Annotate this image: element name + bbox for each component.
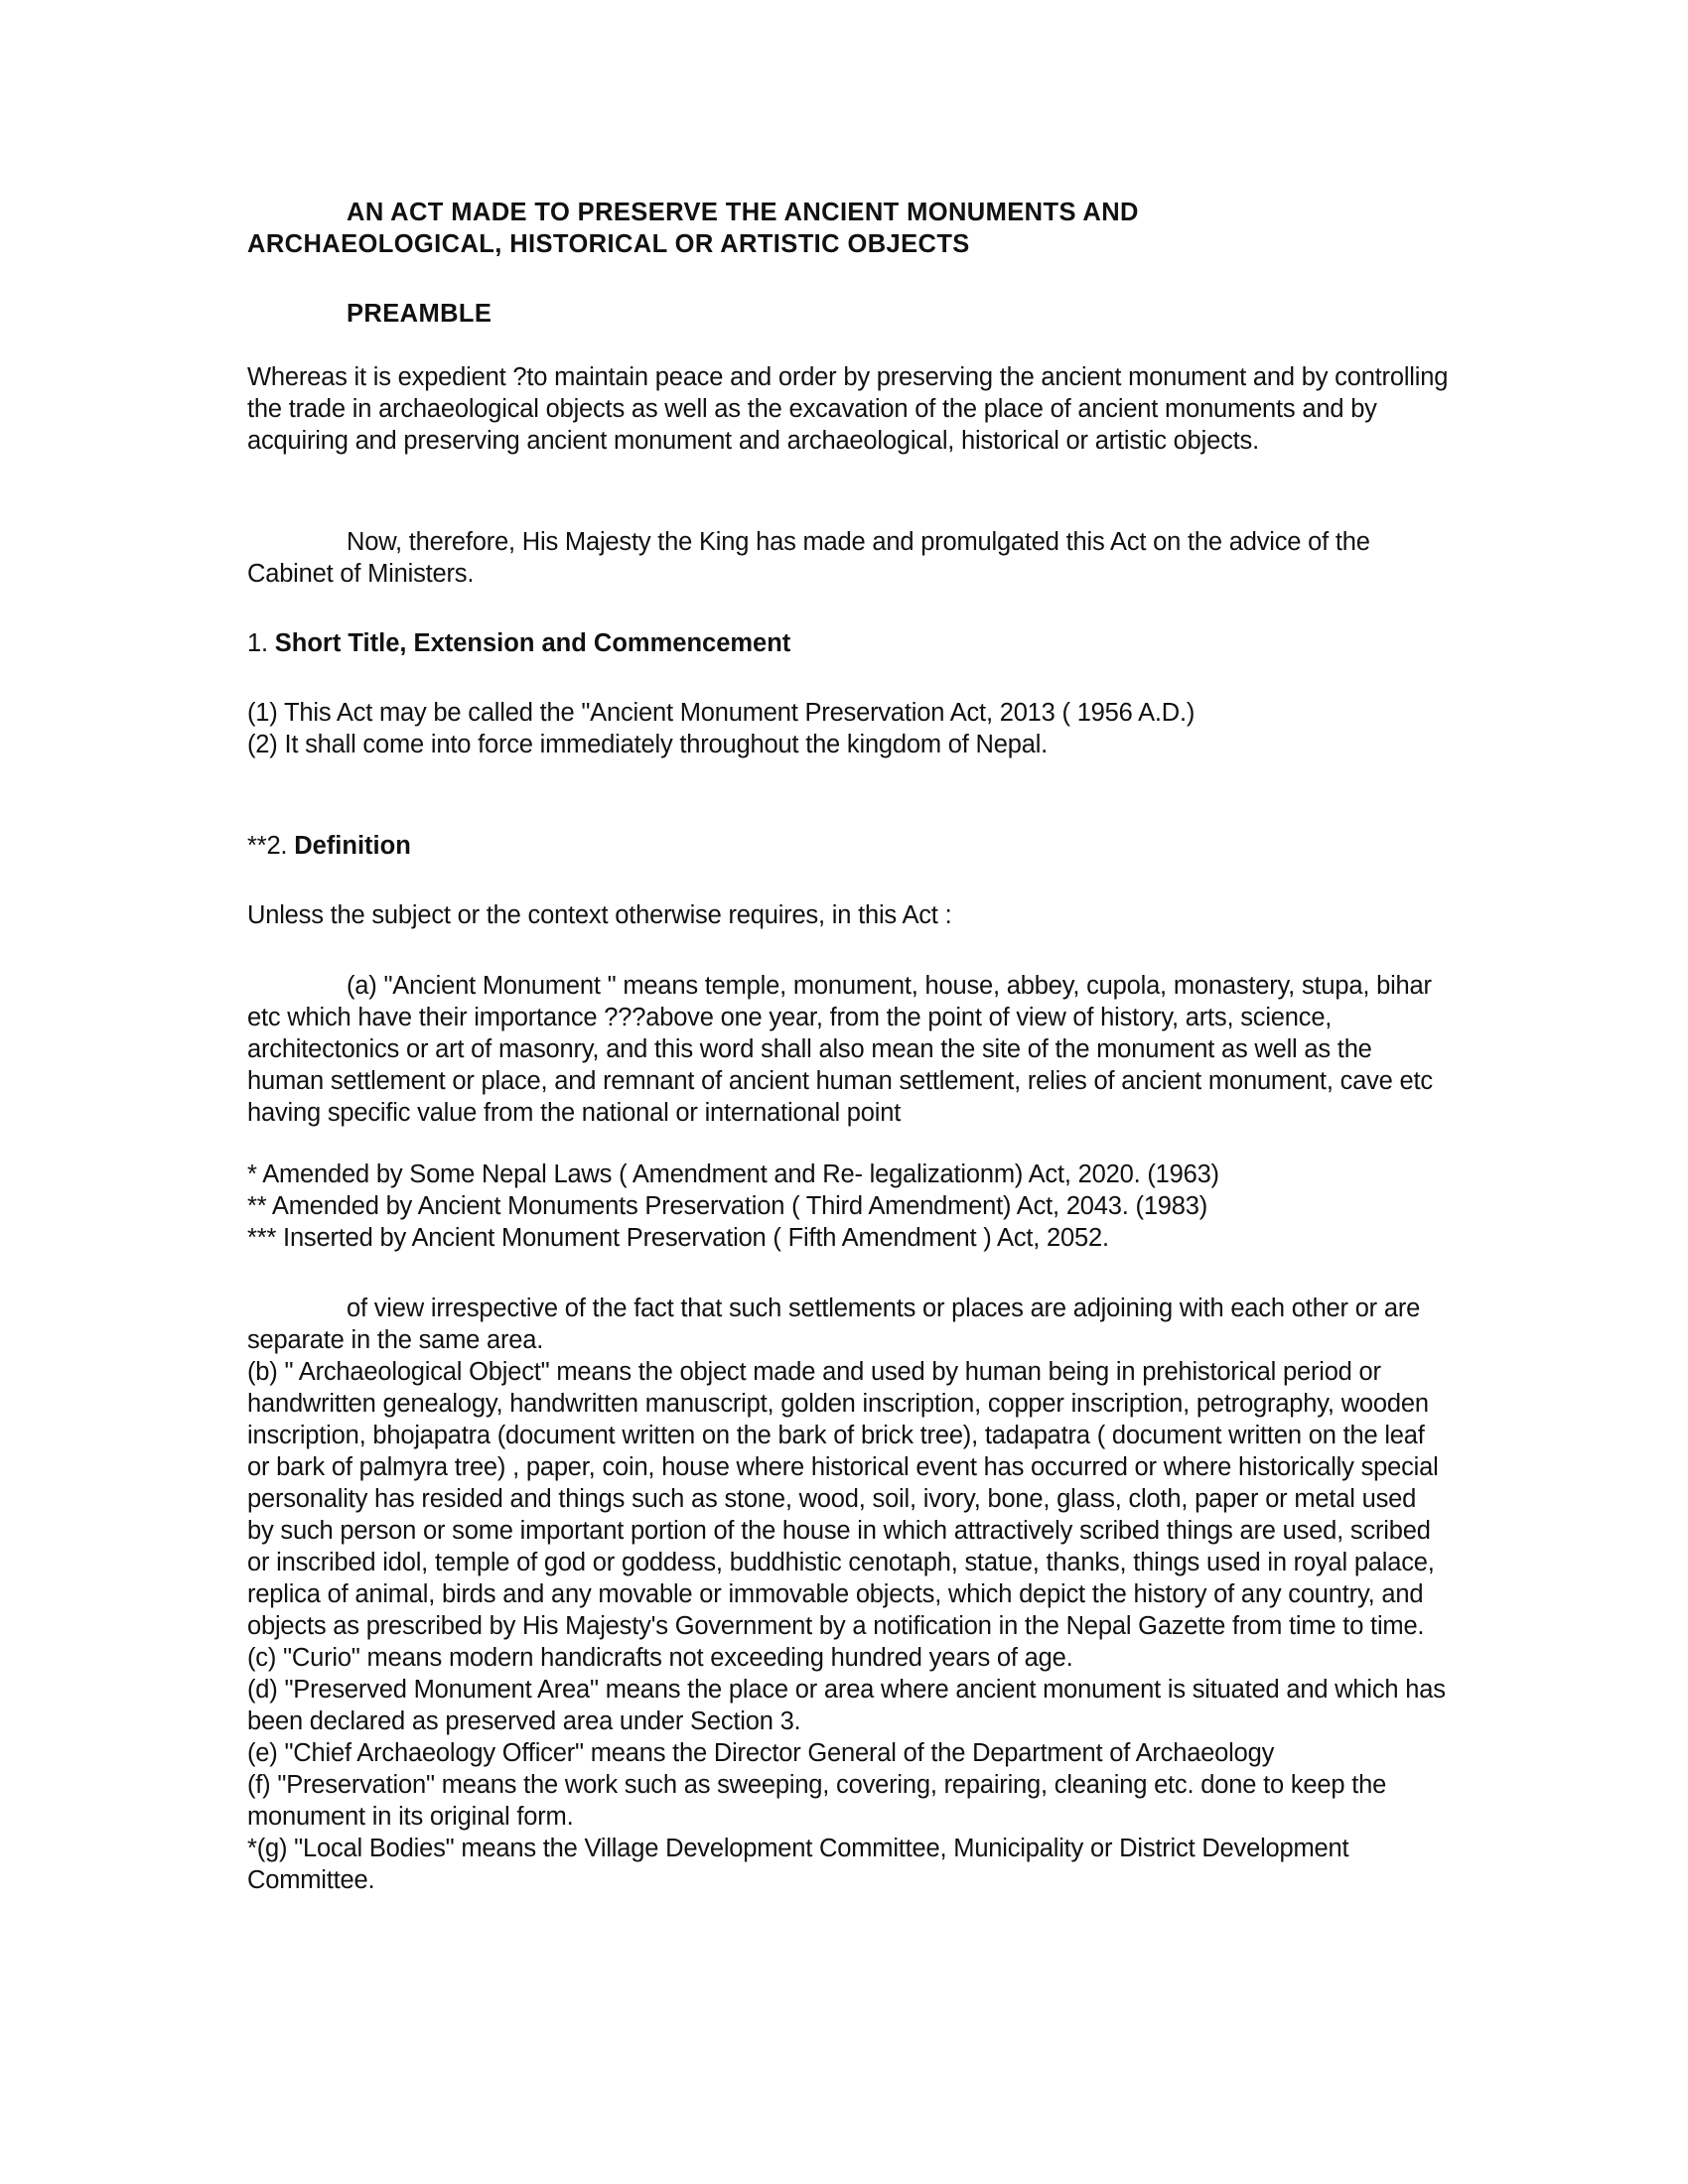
preamble-whereas: Whereas it is expedient ?to maintain peace and order by preserving the ancient monument and by controlling the trade in archaeological objects as well as the excavation of the place of ancient monuments and by acquiring and preserving ancient monument and archaeological, historical or artistic objects. bbox=[247, 363, 1449, 455]
section-1-title: Short Title, Extension and Commencement bbox=[274, 629, 791, 657]
section-1-heading bbox=[247, 627, 1449, 659]
act-title-line-1: AN ACT MADE TO PRESERVE THE ANCIENT MONUMENTS AND bbox=[347, 199, 1139, 226]
section-1-item: (2) It shall come into force immediately throughout the kingdom of Nepal. bbox=[247, 731, 1049, 758]
definition-d: (d) "Preserved Monument Area" means the place or area where ancient monument is situated and which has been declared as preserved area under Section 3. bbox=[247, 1676, 1446, 1735]
definition-g: *(g) "Local Bodies" means the Village Development Committee, Municipality or District Development Committee. bbox=[247, 1835, 1349, 1894]
act-title-line-2: ARCHAEOLOGICAL, HISTORICAL OR ARTISTIC OBJECTS bbox=[247, 230, 970, 258]
section-2-number: **2. bbox=[247, 832, 288, 860]
footnotes bbox=[247, 1159, 1449, 1254]
definition-b: (b) " Archaeological Object" means the object made and used by human being in prehistorical period or handwritten genealogy, handwritten manuscript, golden inscription, copper inscription, petrography, wooden inscription, bhojapatra (document written on the bark of brick tree), tadapatra ( document written on the leaf or bark of palmyra tree) , paper, coin, house where historical event has occurred or where historically special personality has resided and things such as stone, wood, soil, ivory, bone, glass, cloth, paper or metal used by such person or some important portion of the house in which attractively scribed things are used, scribed or inscribed idol, temple of god or goddess, buddhistic cenotaph, statue, thanks, things used in royal palace, replica of animal, birds and any movable or immovable objects, which depict the history of any country, and objects as prescribed by His Majesty's Government by a notification in the Nepal Gazette from time to time. bbox=[247, 1358, 1439, 1640]
preamble-heading: PREAMBLE bbox=[347, 300, 492, 328]
section-2-intro: Unless the subject or the context otherwise requires, in this Act : bbox=[247, 901, 952, 929]
preamble-now-therefore: Now, therefore, His Majesty the King has made and promulgated this Act on the advice of the Cabinet of Ministers. bbox=[247, 528, 1370, 588]
definition-e: (e) "Chief Archaeology Officer" means the Director General of the Department of Archaeology bbox=[247, 1739, 1275, 1767]
definitions-continued bbox=[247, 1293, 1449, 1896]
section-1-number: 1. bbox=[247, 629, 268, 657]
footnote: ** Amended by Ancient Monuments Preservation ( Third Amendment) Act, 2043. (1983) bbox=[247, 1192, 1208, 1220]
section-1-item: (1) This Act may be called the "Ancient Monument Preservation Act, 2013 ( 1956 A.D.) bbox=[247, 699, 1196, 727]
section-1-items bbox=[247, 697, 1449, 760]
definition-c: (c) "Curio" means modern handicrafts not exceeding hundred years of age. bbox=[247, 1644, 1073, 1672]
footnote: * Amended by Some Nepal Laws ( Amendment and Re- legalizationm) Act, 2020. (1963) bbox=[247, 1160, 1219, 1188]
definition-a: (a) "Ancient Monument " means temple, monument, house, abbey, cupola, monastery, stupa, bihar etc which have their importance ???above one year, from the point of view of history, arts, science, architectonics or art of masonry, and this word shall also mean the site of the monument as well as the human settlement or place, and remnant of ancient human settlement, relies of ancient monument, cave etc having specific value from the national or international point bbox=[247, 972, 1433, 1127]
definition-f: (f) "Preservation" means the work such as sweeping, covering, repairing, cleaning etc. done to keep the monument in its original form. bbox=[247, 1771, 1387, 1831]
section-2-heading bbox=[247, 830, 1449, 862]
footnote: *** Inserted by Ancient Monument Preservation ( Fifth Amendment ) Act, 2052. bbox=[247, 1224, 1109, 1252]
act-title bbox=[247, 197, 1449, 260]
section-2-title: Definition bbox=[294, 832, 411, 860]
definition-a-continued: of view irrespective of the fact that such settlements or places are adjoining with each other or are separate in the same area. bbox=[247, 1295, 1421, 1354]
